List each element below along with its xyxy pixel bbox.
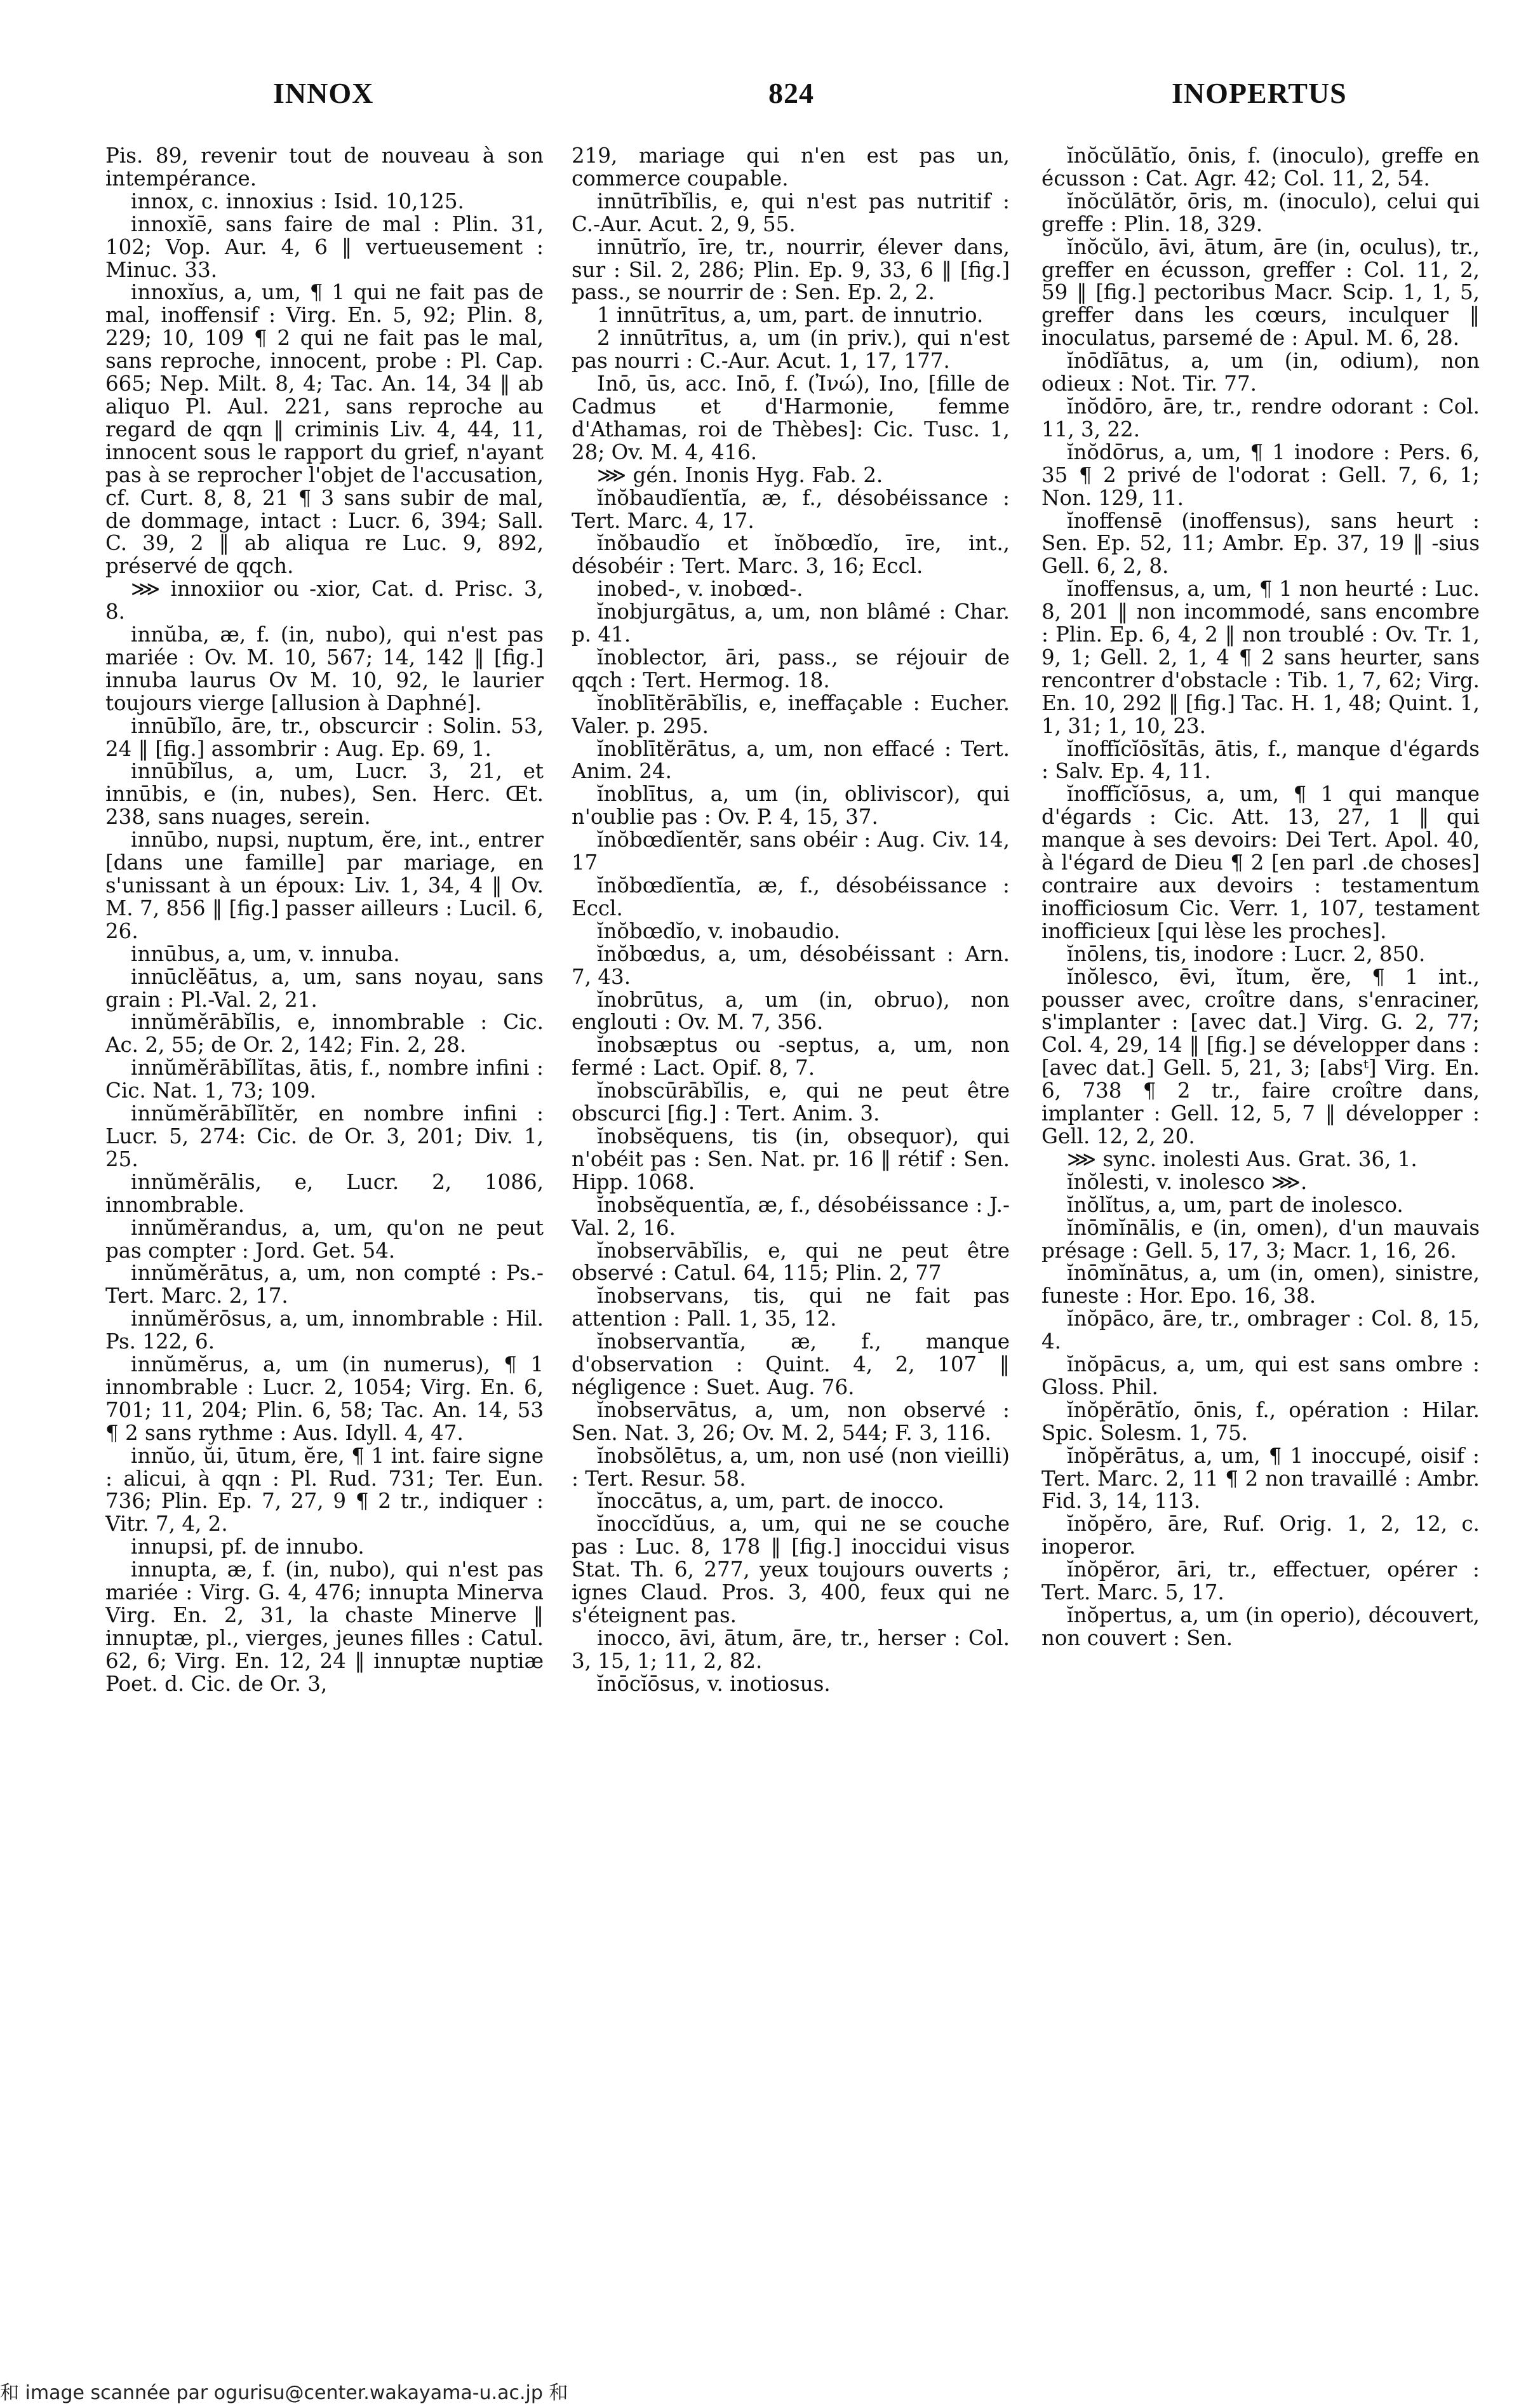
dictionary-entry: ⋙ sync. inolesti Aus. Grat. 36, 1. — [1067, 1146, 1417, 1171]
dictionary-entry: innŭmĕrābĭlĭtĕr, en nombre infini : Lucr. 5, 274: Cic. de Or. 3, 201; Div. 1, 25. — [105, 1101, 544, 1171]
dictionary-entry: ĭnōmĭnālis, e (in, omen), d'un mauvais présage : Gell. 5, 17, 3; Macr. 1, 16, 26. — [1041, 1215, 1480, 1263]
dictionary-entry: innoxĭus, a, um, ¶ 1 qui ne fait pas de mal, inoffensif : Virg. En. 5, 92; Plin. 8, 229; 10, 109 ¶ 2 qui ne fait pas le mal, sans reproche, innocent, probe : Pl. Cap. 665; Nep. Milt. 8, 4; Tac. An. 14, 34 ‖ ab aliquo Pl. Aul. 221, sans reproche au regard de qqn ‖ criminis Liv. 4, 44, 11, innocent sous le rapport du grief, n'ayant pas à se reprocher l'objet de l'accusation, cf. Curt. 8, 8, 21 ¶ 3 sans subir de mal, de dommage, intact : Lucr. 6, 394; Sall. C. 39, 2 ‖ ab aliqua re Luc. 9, 892, préservé de qqch. — [105, 280, 544, 579]
dictionary-entry: ĭnōlens, tis, inodore : Lucr. 2, 850. — [1067, 941, 1426, 966]
dictionary-entry: ĭnŏlĭtus, a, um, part de inolesco. — [1067, 1192, 1403, 1217]
dictionary-entry: ĭnōcĭōsus, v. inotiosus. — [597, 1671, 831, 1696]
dictionary-entry: innūclĕātus, a, um, sans noyau, sans grain : Pl.-Val. 2, 21. — [105, 964, 544, 1012]
dictionary-entry: ⋙ innoxiior ou -xior, Cat. d. Prisc. 3, 8. — [105, 577, 544, 624]
dictionary-entry: ĭnŏcŭlo, āvi, ātum, āre (in, oculus), tr., greffer en écusson, greffer : Col. 11, 2, 59 ‖ [fig.] pectoribus Macr. Scip. 1, 1, 5, greffer dans les cœurs, inculquer ‖ inoculatus, parsemé de : Apul. M. 6, 28. — [1041, 234, 1480, 351]
dictionary-entry: innŭmĕrātus, a, um, non compté : Ps.-Tert. Marc. 2, 17. — [105, 1261, 544, 1308]
dictionary-entry: inobed-, v. inobœd-. — [597, 577, 803, 602]
dictionary-entry: ĭnŏdōrus, a, um, ¶ 1 inodore : Pers. 6, 35 ¶ 2 privé de l'odorat : Gell. 7, 6, 1; Non. 129, 11. — [1041, 440, 1480, 510]
dictionary-entry: innŭmĕrābĭlĭtas, ātis, f., nombre infini : Cic. Nat. 1, 73; 109. — [105, 1056, 544, 1103]
dictionary-entry: ĭnobjurgātus, a, um, non blâmé : Char. p. 41. — [572, 600, 1010, 647]
scan-credit: 和 image scannée par ogurisu@center.wakayama-u.ac.jp 和 — [0, 2382, 568, 2404]
dictionary-entry: ĭnŏpĕrātus, a, um, ¶ 1 inoccupé, oisif : Tert. Marc. 2, 11 ¶ 2 non travaillé : Ambr. Fid. 3, 14, 113. — [1041, 1443, 1480, 1514]
dictionary-entry: ĭnŏbaudĭentĭa, æ, f., désobéissance : Tert. Marc. 4, 17. — [572, 485, 1010, 533]
dictionary-entry: innupsi, pf. de innubo. — [131, 1535, 365, 1559]
dictionary-entry: ĭnobservans, tis, qui ne fait pas attention : Pall. 1, 35, 12. — [572, 1284, 1010, 1331]
dictionary-entry: ĭnŏlesco, ēvi, ĭtum, ĕre, ¶ 1 int., pousser avec, croître dans, s'enraciner, s'implanter : [avec dat.] Virg. G. 2, 77; Col. 4, 29, 14 ‖ [fig.] se développer dans : [avec dat.] Gell. 5, 21, 3; [absᵗ] Virg. En. 6, 738 ¶ 2 tr., faire croître dans, implanter : Gell. 12, 5, 7 ‖ développer : Gell. 12, 2, 20. — [1041, 964, 1480, 1148]
dictionary-entry: ĭnŏpāco, āre, tr., ombrager : Col. 8, 15, 4. — [1041, 1307, 1480, 1354]
dictionary-entry: ĭnŏpĕro, āre, Ruf. Orig. 1, 2, 12, c. inoperor. — [1041, 1512, 1480, 1559]
dictionary-entry: Pis. 89, revenir tout de nouveau à son intempérance. — [105, 145, 544, 191]
dictionary-entry: ĭnōdĭātus, a, um (in, odium), non odieux : Not. Tir. 77. — [1041, 349, 1480, 396]
dictionary-entry: innŭmĕrōsus, a, um, innombrable : Hil. Ps. 122, 6. — [105, 1307, 544, 1354]
dictionary-entry: 219, mariage qui n'en est pas un, commerce coupable. — [572, 145, 1010, 191]
dictionary-entry: innoxĭē, sans faire de mal : Plin. 31, 102; Vop. Aur. 4, 6 ‖ vertueusement : Minuc. 33. — [105, 212, 544, 282]
dictionary-entry: innūbĭlo, āre, tr., obscurcir : Solin. 53, 24 ‖ [fig.] assombrir : Aug. Ep. 69, 1. — [105, 713, 544, 761]
dictionary-entry: ĭnobsĕquens, tis (in, obsequor), qui n'obéit pas : Sen. Nat. pr. 16 ‖ rétif : Sen. Hipp. 1068. — [572, 1124, 1010, 1194]
dictionary-entry: ĭnŏpertus, a, um (in operio), découvert, non couvert : Sen. — [1041, 1603, 1480, 1650]
dictionary-entry: innūbus, a, um, v. innuba. — [131, 941, 400, 966]
dictionary-entry: 1 innūtrītus, a, um, part. de innutrio. — [597, 303, 984, 328]
dictionary-entry: innūbĭlus, a, um, Lucr. 3, 21, et innūbis, e (in, nubes), Sen. Herc. Œt. 238, sans nuages, serein. — [105, 759, 544, 830]
dictionary-entry: innūtrĭo, īre, tr., nourrir, élever dans, sur : Sil. 2, 286; Plin. Ep. 9, 33, 6 ‖ [fig.] pass., se nourrir de : Sen. Ep. 2, 2. — [572, 234, 1010, 305]
dictionary-entry: ĭnŏlesti, v. inolesco ⋙. — [1067, 1169, 1308, 1194]
dictionary-entry: ⋙ gén. Inonis Hyg. Fab. 2. — [597, 462, 883, 487]
dictionary-entry: ĭnŏpācus, a, um, qui est sans ombre : Gloss. Phil. — [1041, 1352, 1480, 1399]
dictionary-entry: ĭnobsĕquentĭa, æ, f., désobéissance : J.-Val. 2, 16. — [572, 1192, 1010, 1240]
dictionary-entry: 2 innūtrītus, a, um (in priv.), qui n'est pas nourri : C.-Aur. Acut. 1, 17, 177. — [572, 326, 1010, 373]
dictionary-entry: innŭo, ŭi, ūtum, ĕre, ¶ 1 int. faire signe : alicui, à qqn : Pl. Rud. 731; Ter. Eun. 736; Plin. Ep. 7, 27, 9 ¶ 2 tr., indiquer : Vitr. 7, 4, 2. — [105, 1443, 544, 1536]
dictionary-entry: innŭmĕrālis, e, Lucr. 2, 1086, innombrable. — [105, 1169, 544, 1217]
dictionary-entry: ĭnoffensē (inoffensus), sans heurt : Sen. Ep. 52, 11; Ambr. Ep. 37, 19 ‖ -sius Gell. 6, 2, 8. — [1041, 508, 1480, 579]
dictionary-entry: ĭnoffĭcĭōsĭtās, ātis, f., manque d'égards : Salv. Ep. 4, 11. — [1041, 736, 1480, 784]
dictionary-entry: ĭnobsæptus ou -septus, a, um, non fermé : Lact. Opif. 8, 7. — [572, 1033, 1010, 1080]
dictionary-entry: innŭmĕrandus, a, um, qu'on ne peut pas compter : Jord. Get. 54. — [105, 1215, 544, 1263]
header-left-guide-word: INNOX — [273, 77, 374, 109]
dictionary-entry: ĭnŏbœdĭentĭa, æ, f., désobéissance : Eccl. — [572, 873, 1010, 920]
dictionary-entry: ĭnŏbaudĭo et ĭnŏbœdĭo, īre, int., désobéir : Tert. Marc. 3, 16; Eccl. — [572, 531, 1010, 579]
dictionary-entry: ĭnobservābĭlis, e, qui ne peut être observé : Catul. 64, 115; Plin. 2, 77 — [572, 1238, 1010, 1286]
dictionary-entry: ĭnōmĭnātus, a, um (in, omen), sinistre, funeste : Hor. Epo. 16, 38. — [1041, 1261, 1480, 1308]
dictionary-entry: innŭmĕrābĭlis, e, innombrable : Cic. Ac. 2, 55; de Or. 2, 142; Fin. 2, 28. — [105, 1010, 544, 1058]
dictionary-column-left — [105, 145, 544, 2349]
dictionary-entry: ĭnoblector, āri, pass., se réjouir de qqch : Tert. Hermog. 18. — [572, 645, 1010, 692]
dictionary-entry: ĭnoblītus, a, um (in, obliviscor), qui n'oublie pas : Ov. P. 4, 15, 37. — [572, 782, 1010, 830]
dictionary-entry: ĭnobscūrābĭlis, e, qui ne peut être obscurci [fig.] : Tert. Anim. 3. — [572, 1079, 1010, 1126]
dictionary-entry: ĭnobsŏlētus, a, um, non usé (non vieilli) : Tert. Resur. 58. — [572, 1443, 1010, 1491]
dictionary-entry: innŭba, æ, f. (in, nubo), qui n'est pas mariée : Ov. M. 10, 567; 14, 142 ‖ [fig.] innuba laurus Ov M. 10, 92, le laurier toujours vierge [allusion à Daphné]. — [105, 622, 544, 715]
dictionary-entry: ĭnŏpĕrātĭo, ōnis, f., opération : Hilar. Spic. Solesm. 1, 75. — [1041, 1397, 1480, 1445]
dictionary-entry: innupta, æ, f. (in, nubo), qui n'est pas mariée : Virg. G. 4, 476; innupta Minerva Virg. En. 2, 31, la chaste Minerve ‖ innuptæ, pl., vierges, jeunes filles : Catul. 62, 6; Virg. En. 12, 24 ‖ innuptæ nuptiæ Poet. d. Cic. de Or. 3, — [105, 1557, 544, 1696]
dictionary-entry: ĭnobrūtus, a, um (in, obruo), non englouti : Ov. M. 7, 356. — [572, 987, 1010, 1035]
dictionary-entry: innūbo, nupsi, nuptum, ĕre, int., entrer [dans une famille] par mariage, en s'unissant à un époux: Liv. 1, 34, 4 ‖ Ov. M. 7, 856 ‖ [fig.] passer ailleurs : Lucil. 6, 26. — [105, 828, 544, 943]
dictionary-entry: ĭnoccātus, a, um, part. de inocco. — [597, 1489, 944, 1514]
dictionary-entry: ĭnoccĭdŭus, a, um, qui ne se couche pas : Luc. 8, 178 ‖ [fig.] inoccidui visus Stat. Th. 6, 277, yeux toujours ouverts ; ignes Claud. Pros. 3, 400, feux qui ne s'éteignent pas. — [572, 1512, 1010, 1627]
running-header — [0, 76, 1540, 127]
dictionary-column-middle — [572, 145, 1010, 2349]
dictionary-entry: inocco, āvi, ātum, āre, tr., herser : Col. 3, 15, 1; 11, 2, 82. — [572, 1625, 1010, 1673]
dictionary-entry: ĭnŏdōro, āre, tr., rendre odorant : Col. 11, 3, 22. — [1041, 394, 1480, 441]
dictionary-entry: ĭnoblītĕrābĭlis, e, ineffaçable : Eucher. Valer. p. 295. — [572, 690, 1010, 738]
dictionary-entry: ĭnŏbœdĭo, v. inobaudio. — [597, 918, 840, 943]
dictionary-entry: Inō, ūs, acc. Inō, f. (Ἰνώ), Ino, [fille de Cadmus et d'Harmonie, femme d'Athamas, roi de Thèbes]: Cic. Tusc. 1, 28; Ov. M. 4, 416. — [572, 372, 1010, 464]
dictionary-entry: ĭnŏbœdus, a, um, désobéissant : Arn. 7, 43. — [572, 941, 1010, 989]
header-right-guide-word: INOPERTUS — [1172, 77, 1347, 109]
dictionary-entry: ĭnoffensus, a, um, ¶ 1 non heurté : Luc. 8, 201 ‖ non incommodé, sans encombre : Plin. Ep. 6, 4, 2 ‖ non troublé : Ov. Tr. 1, 9, 1; Gell. 2, 1, 4 ¶ 2 sans heurter, sans rencontrer d'obstacle : Tib. 1, 7, 62; Virg. En. 10, 292 ‖ [fig.] Tac. H. 1, 48; Quint. 1, 1, 31; 1, 10, 23. — [1041, 577, 1480, 738]
dictionary-entry: ĭnobservātus, a, um, non observé : Sen. Nat. 3, 26; Ov. M. 2, 544; F. 3, 116. — [572, 1397, 1010, 1445]
dictionary-entry: ĭnŏcŭlātĭo, ōnis, f. (inoculo), greffe en écusson : Cat. Agr. 42; Col. 11, 2, 54. — [1041, 145, 1480, 191]
dictionary-entry: ĭnŏpĕror, āri, tr., effectuer, opérer : Tert. Marc. 5, 17. — [1041, 1557, 1480, 1605]
dictionary-entry: ĭnŏcŭlātŏr, ōris, m. (inoculo), celui qui greffe : Plin. 18, 329. — [1041, 189, 1480, 236]
dictionary-entry: ĭnŏbœdĭentĕr, sans obéir : Aug. Civ. 14, 17 — [572, 828, 1010, 875]
dictionary-entry: innox, c. innoxius : Isid. 10,125. — [131, 189, 464, 213]
dictionary-entry: ĭnoblītĕrātus, a, um, non effacé : Tert. Anim. 24. — [572, 736, 1010, 784]
dictionary-entry: ĭnobservantĭa, æ, f., manque d'observation : Quint. 4, 2, 107 ‖ négligence : Suet. Aug. 76. — [572, 1329, 1010, 1399]
dictionary-column-right — [1041, 145, 1480, 2349]
dictionary-entry: ĭnoffĭcĭōsus, a, um, ¶ 1 qui manque d'égards : Cic. Att. 13, 27, 1 ‖ qui manque à ses devoirs: Dei Tert. Apol. 40, à l'égard de Dieu ¶ 2 [en parl .de choses] contraire aux devoirs : testamentum inofficiosum Cic. Verr. 1, 107, testament inofficieux [qui lèse les proches]. — [1041, 782, 1480, 943]
page-number: 824 — [768, 77, 814, 109]
dictionary-entry: innūtrībĭlis, e, qui n'est pas nutritif : C.-Aur. Acut. 2, 9, 55. — [572, 189, 1010, 236]
dictionary-entry: innŭmĕrus, a, um (in numerus), ¶ 1 innombrable : Lucr. 2, 1054; Virg. En. 6, 701; 11, 204; Plin. 6, 58; Tac. An. 14, 53 ¶ 2 sans rythme : Aus. Idyll. 4, 47. — [105, 1352, 544, 1445]
